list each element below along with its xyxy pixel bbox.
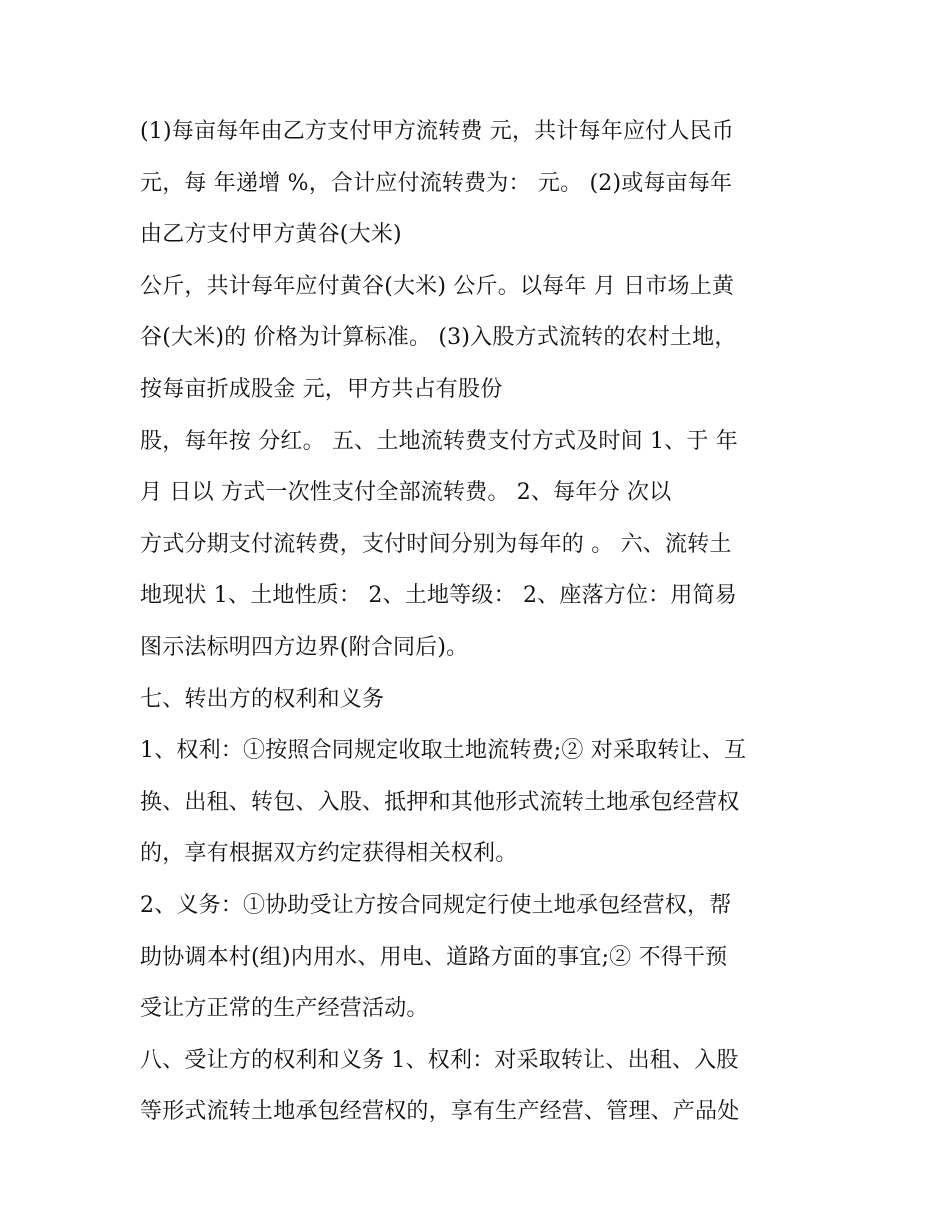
text-line: 方式分期支付流转费，支付时间分别为每年的 。 六、流转土 <box>140 531 732 557</box>
text-line: 股，每年按 分红。 五、土地流转费支付方式及时间 1、于 年 <box>140 428 738 454</box>
text-line: 1、权利：①按照合同规定收取土地流转费;② 对采取转让、互 <box>140 738 747 764</box>
text-line: 等形式流转土地承包经营权的，享有生产经营、管理、产品处 <box>140 1099 740 1125</box>
text-line: 的，享有根据双方约定获得相关权利。 <box>140 841 518 867</box>
text-line: 月 日以 方式一次性支付全部流转费。 2、每年分 次以 <box>140 480 672 506</box>
text-line: 受让方正常的生产经营活动。 <box>140 996 429 1022</box>
text-line: 公斤，共计每年应付黄谷(大米) 公斤。以每年 月 日市场上黄 <box>140 273 735 299</box>
text-line: 按每亩折成股金 元，甲方共占有股份 <box>140 376 503 402</box>
contract-text <box>140 106 840 1138</box>
text-line: 图示法标明四方边界(附合同后)。 <box>140 634 469 660</box>
text-line: 谷(大米)的 价格为计算标准。 (3)入股方式流转的农村土地， <box>140 325 737 351</box>
text-line: 元，每 年递增 %，合计应付流转费为： 元。 (2)或每亩每年 <box>140 170 733 196</box>
text-line: 2、义务：①协助受让方按合同规定行使土地承包经营权，帮 <box>140 892 732 918</box>
text-line: 换、出租、转包、入股、抵押和其他形式流转土地承包经营权 <box>140 789 740 815</box>
text-line: 助协调本村(组)内用水、用电、道路方面的事宜;② 不得干预 <box>140 944 728 970</box>
section-heading: 七、转出方的权利和义务 <box>140 686 385 712</box>
text-line: 地现状 1、土地性质： 2、土地等级： 2、座落方位：用简易 <box>140 583 737 609</box>
text-line: 八、受让方的权利和义务 1、权利：对采取转让、出租、入股 <box>140 1047 739 1073</box>
text-line: (1)每亩每年由乙方支付甲方流转费 元，共计每年应付人民币 <box>140 119 734 144</box>
text-line: 由乙方支付甲方黄谷(大米) <box>140 222 402 248</box>
